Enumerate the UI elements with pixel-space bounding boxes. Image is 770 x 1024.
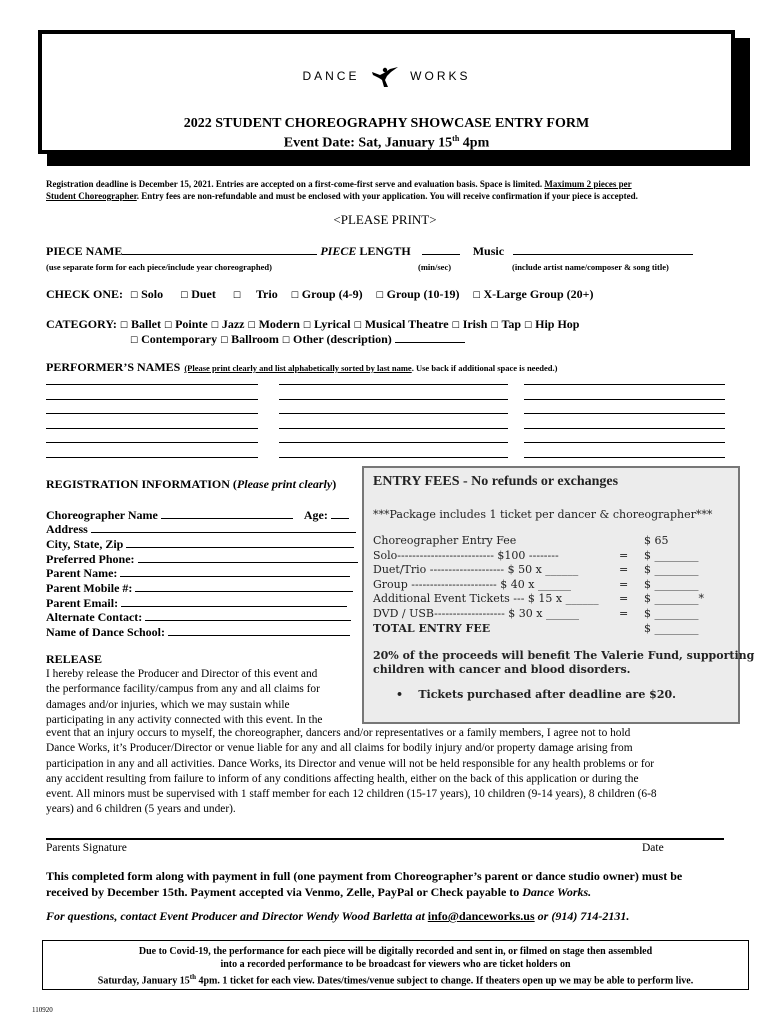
please-print: <PLEASE PRINT> bbox=[333, 212, 437, 227]
fee-row-equals: = bbox=[619, 592, 629, 606]
dance-school-field[interactable] bbox=[168, 635, 350, 636]
fee-row-label: TOTAL ENTRY FEE bbox=[373, 621, 491, 635]
checkbox-ballroom[interactable]: ☐ Ballroom bbox=[220, 332, 279, 346]
fee-row-label: Duet/Trio -------------------- $ 50 x ______ bbox=[373, 563, 579, 577]
checkbox-group-4-9[interactable]: ☐ Group (4-9) bbox=[290, 287, 363, 301]
piece-row: PIECE NAME PIECE LENGTH Music bbox=[46, 244, 693, 259]
fee-row-amount[interactable]: $ 65 bbox=[644, 534, 669, 547]
parent-mobile-row: Parent Mobile #: bbox=[46, 581, 353, 596]
performer-name-line[interactable] bbox=[46, 442, 258, 443]
performer-name-line[interactable] bbox=[279, 457, 508, 458]
phone-field[interactable] bbox=[138, 562, 358, 563]
parent-name-row: Parent Name: bbox=[46, 566, 350, 581]
registration-title: REGISTRATION INFORMATION (Please print clearly) bbox=[46, 477, 337, 491]
package-note: ***Package includes 1 ticket per dancer & choreographer*** bbox=[373, 508, 713, 521]
age-field[interactable] bbox=[331, 518, 349, 519]
alternate-contact-field[interactable] bbox=[145, 620, 351, 621]
piece-length-hint: (min/sec) bbox=[418, 262, 452, 272]
performer-name-line[interactable] bbox=[46, 457, 258, 458]
parent-email-row: Parent Email: bbox=[46, 596, 347, 611]
email-link[interactable]: info@danceworks.us bbox=[427, 909, 535, 923]
performer-name-line[interactable] bbox=[524, 457, 725, 458]
fee-row-amount[interactable]: $ ________ bbox=[644, 548, 699, 562]
piece-length-field[interactable] bbox=[422, 254, 460, 255]
fee-row-amount[interactable]: $ ________ bbox=[644, 563, 699, 577]
performer-name-line[interactable] bbox=[524, 384, 725, 385]
city-row: City, State, Zip bbox=[46, 537, 354, 552]
fee-row-amount[interactable]: $ ________* bbox=[644, 592, 704, 606]
performer-name-line[interactable] bbox=[524, 428, 725, 429]
other-description-field[interactable] bbox=[395, 342, 465, 343]
performer-name-line[interactable] bbox=[279, 399, 508, 400]
release-text-long: event that an injury occurs to myself, the choreographer, dancers and/or representatives or a family members, I agree not to hold Dance Works, it’s Producer/Director or venue liable for any and all claims for bodily injury and/or property damage arising from participation in any and all activities. Dance Works, its Director and venue will not be held responsible for any health problems or for any accident resulting from failure to inform of any conditions affecting health, either on the back of this application or during the event. All minors must be supervised with 1 staff member for each 12 children (15-17 years), 10 children (9-14 years), 8 children (6-8 years) and 6 children (5 years and under). bbox=[46, 727, 657, 816]
parent-email-field[interactable] bbox=[121, 606, 347, 607]
fee-row-equals: = bbox=[619, 607, 629, 620]
signature-line[interactable] bbox=[46, 838, 724, 840]
category-row-2 bbox=[130, 332, 465, 347]
category-row-1: CATEGORY: ☐ Ballet ☐ Pointe ☐ Jazz ☐ Modern ☐ Lyrical ☐ Musical Theatre ☐ Irish ☐ Tap ☐ Hip Hop bbox=[46, 317, 580, 331]
completed-form-note: This completed form along with payment in full (one payment from Choreographer’s parent or dance studio owner) must be received by December 15th. Payment accepted via Venmo, Zelle, PayPal or Check payable to Dance Works. bbox=[46, 869, 683, 899]
logo-text-right: WORKS bbox=[410, 69, 471, 84]
piece-name-hint: (use separate form for each piece/include year choreographed) bbox=[46, 262, 272, 272]
parent-mobile-field[interactable] bbox=[135, 591, 353, 592]
release-text-short: I hereby release the Producer and Director of this event and the performance facility/campus from any and all claims for damages and/or injuries, which we may sustain while participating in any activity connected with this event. In the bbox=[46, 668, 323, 726]
footer-code: 110920 bbox=[32, 1006, 53, 1014]
fee-row-label: Choreographer Entry Fee bbox=[373, 534, 517, 547]
date-label: Date bbox=[642, 842, 664, 854]
dance-school-row: Name of Dance School: bbox=[46, 625, 350, 640]
checkbox-duet[interactable]: ☐ Duet bbox=[180, 287, 216, 301]
checkbox-solo[interactable]: ☐ Solo bbox=[130, 287, 164, 301]
address-row: Address bbox=[46, 522, 356, 537]
performer-name-line[interactable] bbox=[46, 384, 258, 385]
late-ticket-note: • Tickets purchased after deadline are $20. bbox=[396, 688, 676, 701]
benefit-line-2: children with cancer and blood disorders. bbox=[373, 663, 631, 676]
form-title: 2022 STUDENT CHOREOGRAPHY SHOWCASE ENTRY FORM bbox=[183, 116, 590, 131]
entry-fees-title: ENTRY FEES - No refunds or exchanges bbox=[373, 474, 619, 489]
checkbox-modern[interactable]: ☐ Modern bbox=[247, 317, 300, 331]
performer-name-line[interactable] bbox=[46, 413, 258, 414]
address-field[interactable] bbox=[91, 532, 356, 533]
performer-name-line[interactable] bbox=[279, 384, 508, 385]
performer-name-line[interactable] bbox=[279, 442, 508, 443]
event-date: Event Date: Sat, January 15th 4pm bbox=[283, 134, 490, 151]
questions-contact: For questions, contact Event Producer and Director Wendy Wood Barletta at info@danceworks.us or (914) 714-2131. bbox=[46, 909, 630, 923]
checkbox-irish[interactable]: ☐ Irish bbox=[451, 317, 488, 331]
parent-name-field[interactable] bbox=[120, 576, 350, 577]
fee-row-amount[interactable]: $ ________ bbox=[644, 621, 699, 635]
entry-fees-box bbox=[362, 466, 755, 724]
fee-row-amount[interactable]: $ ________ bbox=[644, 577, 699, 591]
fee-row-equals: = bbox=[619, 577, 629, 591]
performer-name-line[interactable] bbox=[46, 399, 258, 400]
fee-row-label: Solo-------------------------- $100 -------- bbox=[373, 548, 559, 562]
checkbox-group-10-19[interactable]: ☐ Group (10-19) bbox=[375, 287, 460, 301]
check-one-row: CHECK ONE: ☐ Solo ☐ Duet ☐ Trio ☐ Group (4-9) ☐ Group (10-19) ☐ X-Large Group (20+) bbox=[46, 287, 594, 301]
checkbox-pointe[interactable]: ☐ Pointe bbox=[164, 317, 208, 331]
fee-row-label: DVD / USB------------------- $ 30 x ______ bbox=[373, 607, 579, 620]
checkbox-jazz[interactable]: ☐ Jazz bbox=[210, 317, 245, 331]
checkbox-ballet[interactable]: ☐ Ballet bbox=[119, 317, 161, 331]
phone-row: Preferred Phone: bbox=[46, 552, 358, 567]
registration-deadline: Registration deadline is December 15, 2021. Entries are accepted on a first-come-first serve and evaluation basis. Space is limited. Maximum 2 pieces per Student Choreographer. Entry fees are non-refundable and must be enclosed with your application. You will receive confirmation if your piece is accepted. bbox=[46, 179, 638, 201]
performer-name-line[interactable] bbox=[279, 413, 508, 414]
performer-name-line[interactable] bbox=[524, 399, 725, 400]
performer-name-line[interactable] bbox=[46, 428, 258, 429]
release-title: RELEASE bbox=[46, 652, 103, 666]
checkbox-lyrical[interactable]: ☐ Lyrical bbox=[302, 317, 351, 331]
header-box bbox=[38, 30, 735, 154]
benefit-line-1: 20% of the proceeds will benefit The Valerie Fund, supporting bbox=[373, 649, 755, 662]
checkbox-xlarge-group[interactable]: ☐ X-Large Group (20+) bbox=[472, 287, 594, 301]
choreographer-name-row: Choreographer Name Age: bbox=[46, 508, 349, 523]
checkbox-other[interactable]: ☐ Other (description) bbox=[281, 332, 392, 346]
piece-name-field[interactable] bbox=[122, 254, 317, 255]
covid-notice-box: Due to Covid-19, the performance for each piece will be digitally recorded and sent in, or filmed on stage then assembled into a recorded performance to be broadcast for viewers who are ticket holders on Saturday, January 15th 4pm. 1 ticket for each view. Dates/times/venue subject to change. If theaters open up we may be able to perform live. bbox=[42, 940, 749, 990]
music-field[interactable] bbox=[513, 254, 693, 255]
parents-signature-label: Parents Signature bbox=[46, 842, 127, 854]
performer-name-line[interactable] bbox=[279, 428, 508, 429]
music-hint: (include artist name/composer & song title) bbox=[512, 262, 669, 272]
dance-works-logo bbox=[42, 66, 731, 88]
checkbox-contemporary[interactable]: ☐ Contemporary bbox=[130, 332, 218, 346]
performer-name-line[interactable] bbox=[524, 442, 725, 443]
fee-row-equals: = bbox=[619, 563, 629, 577]
checkbox-tap[interactable]: ☐ Tap bbox=[490, 317, 522, 331]
checkbox-hip-hop[interactable]: ☐ Hip Hop bbox=[524, 317, 580, 331]
fee-row-label: Group ----------------------- $ 40 x ______ bbox=[373, 577, 571, 591]
performers-label: PERFORMER’S NAMES (Please print clearly and list alphabetically sorted by last name. Use back if additional space is needed.) bbox=[46, 360, 558, 374]
fee-row-equals: = bbox=[619, 548, 629, 562]
fee-row-label: Additional Event Tickets --- $ 15 x ______ bbox=[373, 592, 599, 606]
checkbox-trio[interactable]: ☐ Trio bbox=[232, 287, 278, 301]
fee-row-amount[interactable]: $ ________ bbox=[644, 607, 699, 620]
choreographer-name-field[interactable] bbox=[161, 518, 293, 519]
logo-text-left: DANCE bbox=[302, 69, 360, 84]
dancer-icon bbox=[370, 66, 400, 88]
performer-name-line[interactable] bbox=[524, 413, 725, 414]
checkbox-musical-theatre[interactable]: ☐ Musical Theatre bbox=[353, 317, 449, 331]
alternate-contact-row: Alternate Contact: bbox=[46, 610, 351, 625]
city-state-zip-field[interactable] bbox=[126, 547, 354, 548]
